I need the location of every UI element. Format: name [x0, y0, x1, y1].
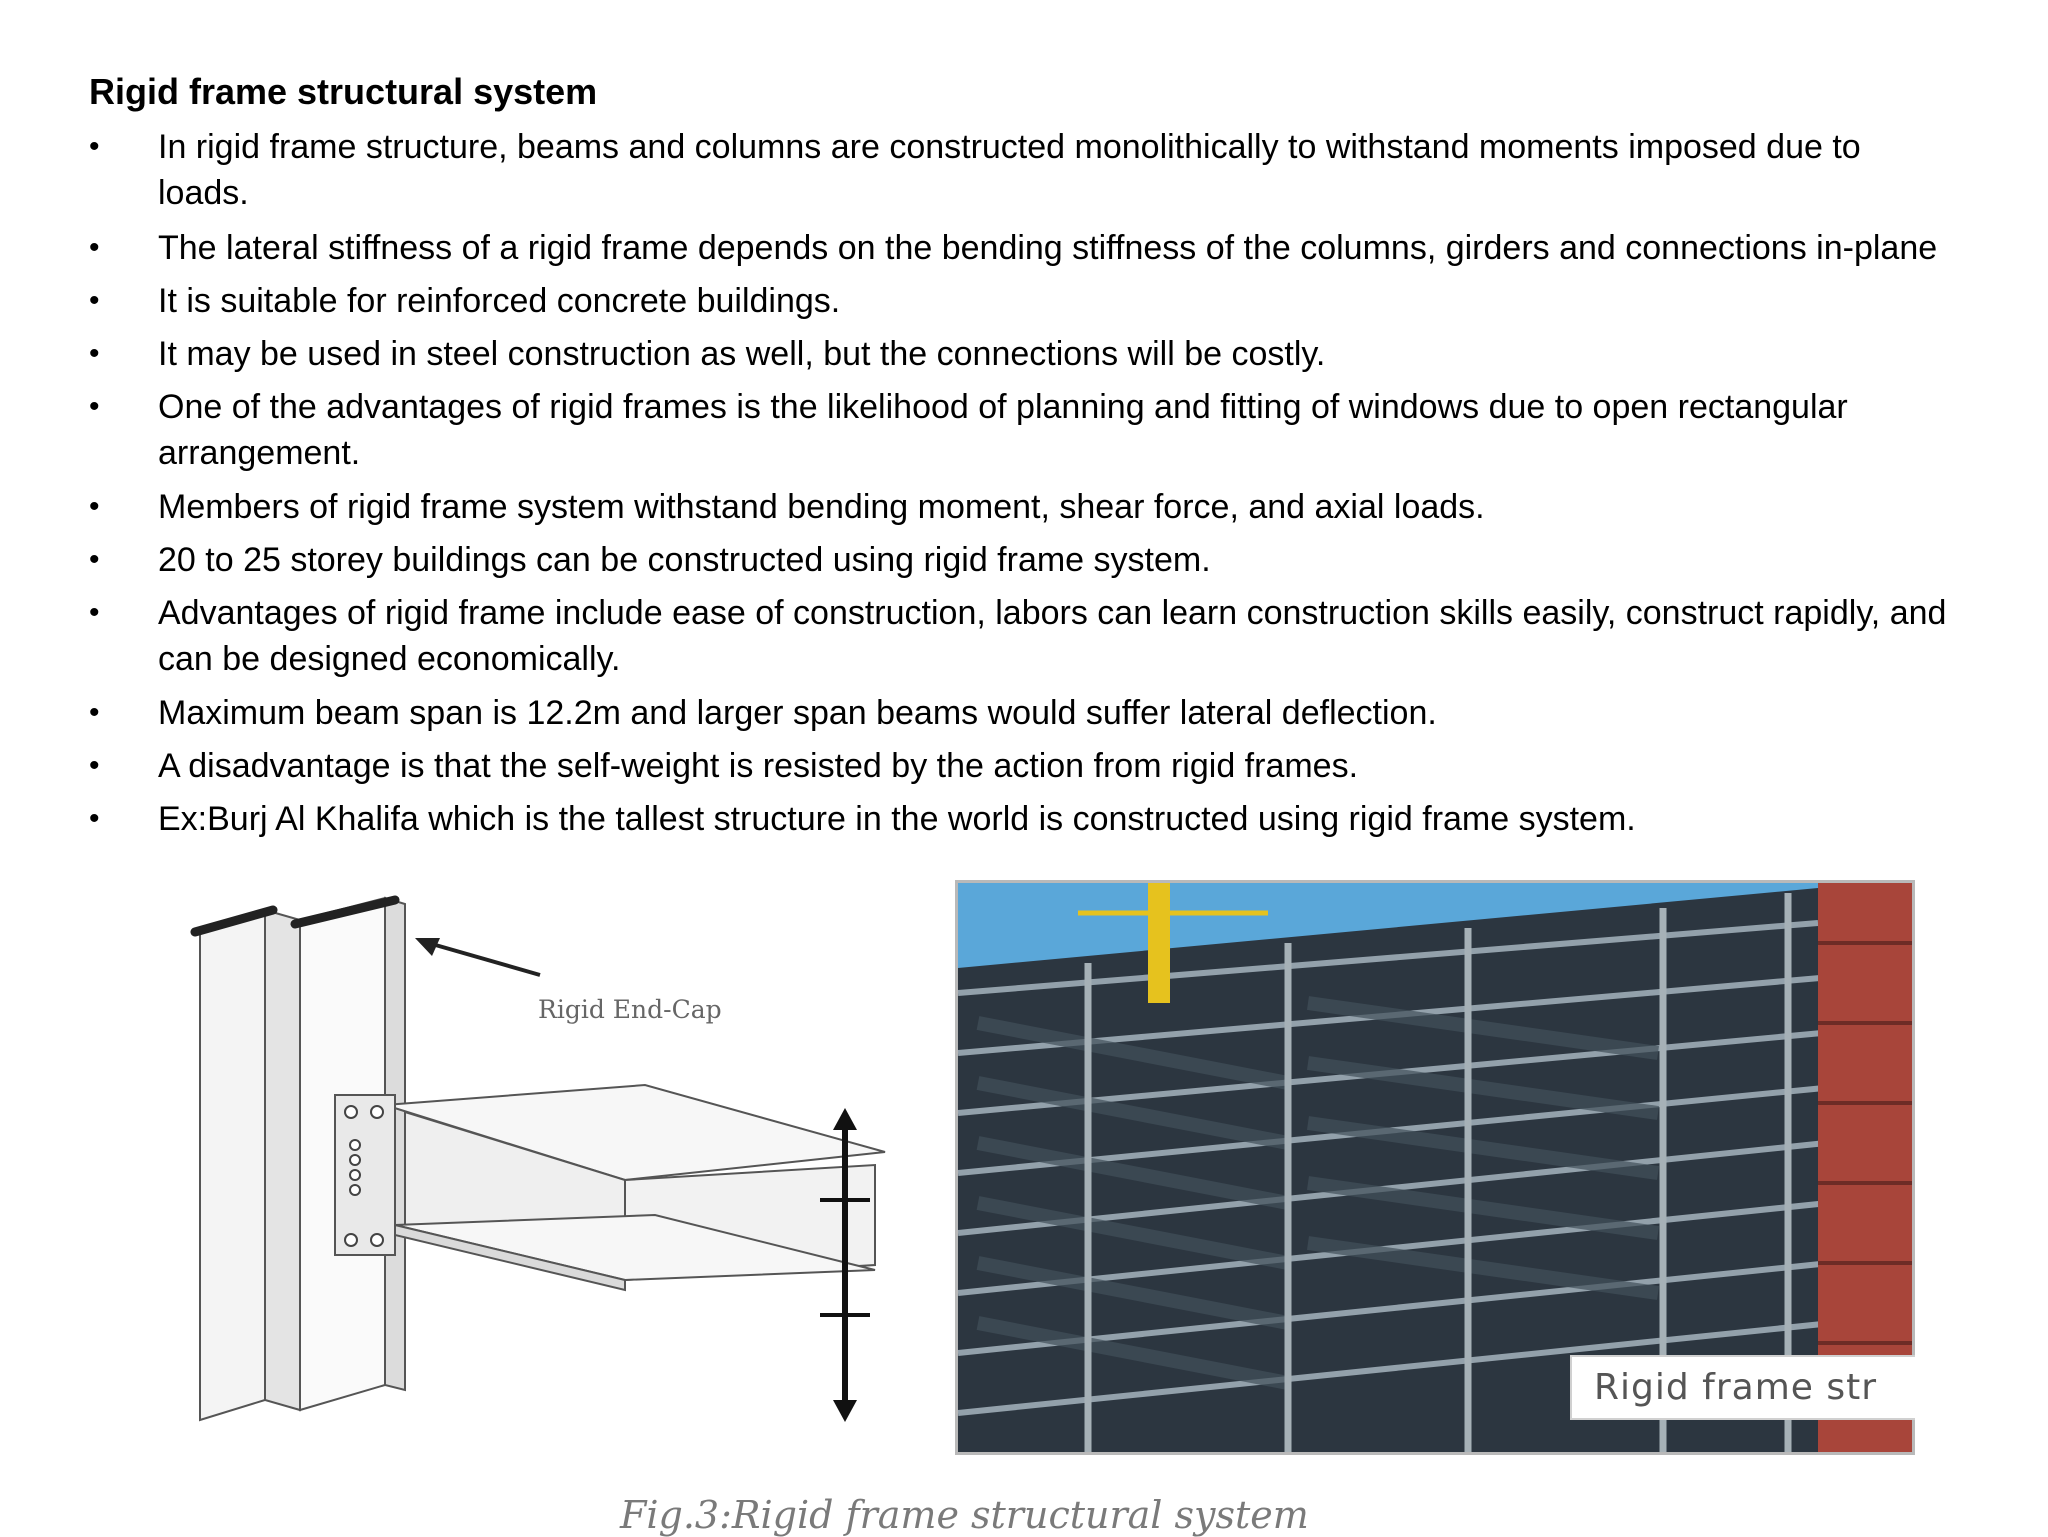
bullet-text: arrangement. — [158, 434, 361, 472]
rigid-connection-diagram — [155, 880, 895, 1440]
bullet-dot: • — [89, 490, 100, 523]
bullet-text: loads. — [158, 174, 249, 212]
photo-label: Rigid frame str — [1570, 1355, 1915, 1420]
bullet-dot: • — [89, 130, 100, 163]
bullet-dot: • — [89, 749, 100, 782]
bullet-text: A disadvantage is that the self-weight is resisted by the action from rigid frames. — [158, 747, 1359, 785]
bullet-text: Maximum beam span is 12.2m and larger span beams would suffer lateral deflection. — [158, 694, 1437, 732]
bullet-dot: • — [89, 696, 100, 729]
bullet-dot: • — [89, 596, 100, 629]
bullet-dot: • — [89, 543, 100, 576]
bullet-dot: • — [89, 337, 100, 370]
bullet-text: 20 to 25 storey buildings can be constructed using rigid frame system. — [158, 541, 1211, 579]
bullet-text: One of the advantages of rigid frames is the likelihood of planning and fitting of windows due to open rectangular — [158, 388, 1848, 426]
slide-title: Rigid frame structural system — [89, 71, 598, 112]
bullet-text: Advantages of rigid frame include ease of construction, labors can learn construction skills easily, construct rapidly, and — [158, 594, 1947, 632]
bullet-text: The lateral stiffness of a rigid frame depends on the bending stiffness of the columns, girders and connections in-plane — [158, 229, 1938, 267]
bullet-text: It may be used in steel construction as well, but the connections will be costly. — [158, 335, 1326, 373]
rigid-end-cap-label: Rigid End-Cap — [538, 995, 722, 1024]
bullet-text: Members of rigid frame system withstand bending moment, shear force, and axial loads. — [158, 488, 1485, 526]
bullet-text: can be designed economically. — [158, 640, 621, 678]
construction-photo — [955, 880, 1915, 1455]
bullet-dot: • — [89, 802, 100, 835]
bullet-text: Ex:Burj Al Khalifa which is the tallest structure in the world is constructed using rigid frame system. — [158, 800, 1636, 838]
figure-caption: Fig.3:Rigid frame structural system — [620, 1493, 1309, 1537]
bullet-text: In rigid frame structure, beams and columns are constructed monolithically to withstand moments imposed due to — [158, 128, 1861, 166]
bullet-text: It is suitable for reinforced concrete buildings. — [158, 282, 841, 320]
bullet-dot: • — [89, 284, 100, 317]
bullet-dot: • — [89, 390, 100, 423]
bullet-dot: • — [89, 231, 100, 264]
